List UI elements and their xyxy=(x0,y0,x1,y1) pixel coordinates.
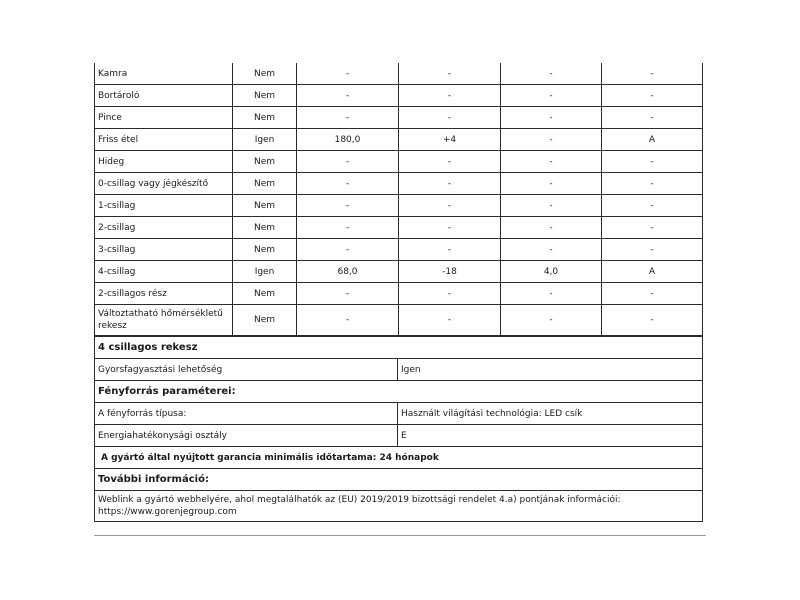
compartment-temperature: -18 xyxy=(399,261,501,283)
compartment-temperature: - xyxy=(399,63,501,85)
compartment-row xyxy=(95,305,703,336)
compartment-present: Nem xyxy=(233,173,297,195)
compartment-name: 2-csillag xyxy=(95,217,233,239)
compartment-present: Nem xyxy=(233,217,297,239)
compartment-row xyxy=(95,85,703,107)
compartment-freezing-capacity: - xyxy=(501,283,602,305)
compartment-energy-class: - xyxy=(602,239,703,261)
compartment-row xyxy=(95,195,703,217)
compartment-freezing-capacity: - xyxy=(501,173,602,195)
compartment-row xyxy=(95,151,703,173)
spec-sheet xyxy=(94,63,702,522)
compartment-energy-class: - xyxy=(602,173,703,195)
compartment-energy-class: A xyxy=(602,129,703,151)
four-star-heading: 4 csillagos rekesz xyxy=(95,337,703,359)
more-info-heading: További információ: xyxy=(95,469,703,491)
compartment-volume: - xyxy=(297,173,399,195)
compartment-temperature: - xyxy=(399,195,501,217)
fast-freeze-label: Gyorsfagyasztási lehetőség xyxy=(95,359,398,381)
compartment-present: Nem xyxy=(233,283,297,305)
compartment-temperature: - xyxy=(399,283,501,305)
fast-freeze-row xyxy=(95,359,703,381)
compartment-row xyxy=(95,261,703,283)
compartment-temperature: - xyxy=(399,305,501,336)
energy-class-value: E xyxy=(398,425,703,447)
compartment-volume: - xyxy=(297,107,399,129)
warranty-row xyxy=(95,447,703,469)
compartment-freezing-capacity: - xyxy=(501,217,602,239)
compartment-present: Nem xyxy=(233,195,297,217)
compartment-energy-class: - xyxy=(602,305,703,336)
compartment-freezing-capacity: - xyxy=(501,305,602,336)
compartment-row xyxy=(95,107,703,129)
more-info-row xyxy=(95,491,703,522)
light-type-label: A fényforrás típusa: xyxy=(95,403,398,425)
compartment-name: Friss étel xyxy=(95,129,233,151)
compartment-volume: - xyxy=(297,85,399,107)
compartment-name: Változtatható hőmérsékletű rekesz xyxy=(95,305,233,336)
compartment-freezing-capacity: - xyxy=(501,107,602,129)
compartment-freezing-capacity: - xyxy=(501,239,602,261)
compartment-table xyxy=(94,63,703,336)
compartment-name: Bortároló xyxy=(95,85,233,107)
more-info-cell xyxy=(95,491,703,522)
compartment-volume: 68,0 xyxy=(297,261,399,283)
compartment-present: Nem xyxy=(233,151,297,173)
energy-class-label: Energiahatékonysági osztály xyxy=(95,425,398,447)
fast-freeze-value: Igen xyxy=(398,359,703,381)
compartment-present: Nem xyxy=(233,107,297,129)
light-heading: Fényforrás paraméterei: xyxy=(95,381,703,403)
compartment-name: 2-csillagos rész xyxy=(95,283,233,305)
compartment-temperature: - xyxy=(399,239,501,261)
compartment-energy-class: - xyxy=(602,195,703,217)
compartment-name: 3-csillag xyxy=(95,239,233,261)
compartment-present: Igen xyxy=(233,261,297,283)
compartment-energy-class: - xyxy=(602,217,703,239)
compartment-energy-class: - xyxy=(602,85,703,107)
compartment-freezing-capacity: - xyxy=(501,63,602,85)
compartment-row xyxy=(95,173,703,195)
compartment-temperature: - xyxy=(399,85,501,107)
compartment-temperature: - xyxy=(399,217,501,239)
warranty-text: A gyártó által nyújtott garancia minimális időtartama: 24 hónapok xyxy=(95,447,703,469)
compartment-row xyxy=(95,129,703,151)
compartment-volume: - xyxy=(297,217,399,239)
compartment-temperature: - xyxy=(399,173,501,195)
compartment-volume: - xyxy=(297,305,399,336)
compartment-temperature: - xyxy=(399,151,501,173)
compartment-name: 4-csillag xyxy=(95,261,233,283)
compartment-freezing-capacity: 4,0 xyxy=(501,261,602,283)
compartment-present: Nem xyxy=(233,305,297,336)
compartment-volume: - xyxy=(297,283,399,305)
compartment-row xyxy=(95,217,703,239)
compartment-volume: - xyxy=(297,195,399,217)
compartment-freezing-capacity: - xyxy=(501,129,602,151)
compartment-energy-class: - xyxy=(602,107,703,129)
four-star-heading-row xyxy=(95,337,703,359)
more-info-heading-row xyxy=(95,469,703,491)
compartment-freezing-capacity: - xyxy=(501,151,602,173)
compartment-name: Hideg xyxy=(95,151,233,173)
compartment-present: Igen xyxy=(233,129,297,151)
compartment-present: Nem xyxy=(233,239,297,261)
compartment-volume: - xyxy=(297,63,399,85)
light-type-value: Használt világítási technológia: LED csík xyxy=(398,403,703,425)
compartment-name: Kamra xyxy=(95,63,233,85)
more-info-text: Weblink a gyártó webhelyére, ahol megtalálhatók az (EU) 2019/2019 bizottsági rendelet 4.a) pontjának információi: xyxy=(98,495,621,505)
compartment-volume: - xyxy=(297,239,399,261)
compartment-volume: - xyxy=(297,151,399,173)
more-info-link[interactable]: https://www.gorenjegroup.com xyxy=(98,507,237,517)
compartment-energy-class: - xyxy=(602,151,703,173)
energy-class-row xyxy=(95,425,703,447)
compartment-freezing-capacity: - xyxy=(501,195,602,217)
compartment-rows xyxy=(95,63,703,336)
compartment-row xyxy=(95,283,703,305)
compartment-freezing-capacity: - xyxy=(501,85,602,107)
compartment-name: 0-csillag vagy jégkészítő xyxy=(95,173,233,195)
compartment-present: Nem xyxy=(233,85,297,107)
compartment-energy-class: A xyxy=(602,261,703,283)
compartment-present: Nem xyxy=(233,63,297,85)
light-type-row xyxy=(95,403,703,425)
compartment-temperature: - xyxy=(399,107,501,129)
compartment-energy-class: - xyxy=(602,283,703,305)
details-table xyxy=(94,336,703,522)
page-bottom-rule xyxy=(94,535,706,536)
compartment-row xyxy=(95,239,703,261)
compartment-energy-class: - xyxy=(602,63,703,85)
compartment-row xyxy=(95,63,703,85)
compartment-volume: 180,0 xyxy=(297,129,399,151)
compartment-temperature: +4 xyxy=(399,129,501,151)
compartment-name: 1-csillag xyxy=(95,195,233,217)
light-heading-row xyxy=(95,381,703,403)
compartment-name: Pince xyxy=(95,107,233,129)
